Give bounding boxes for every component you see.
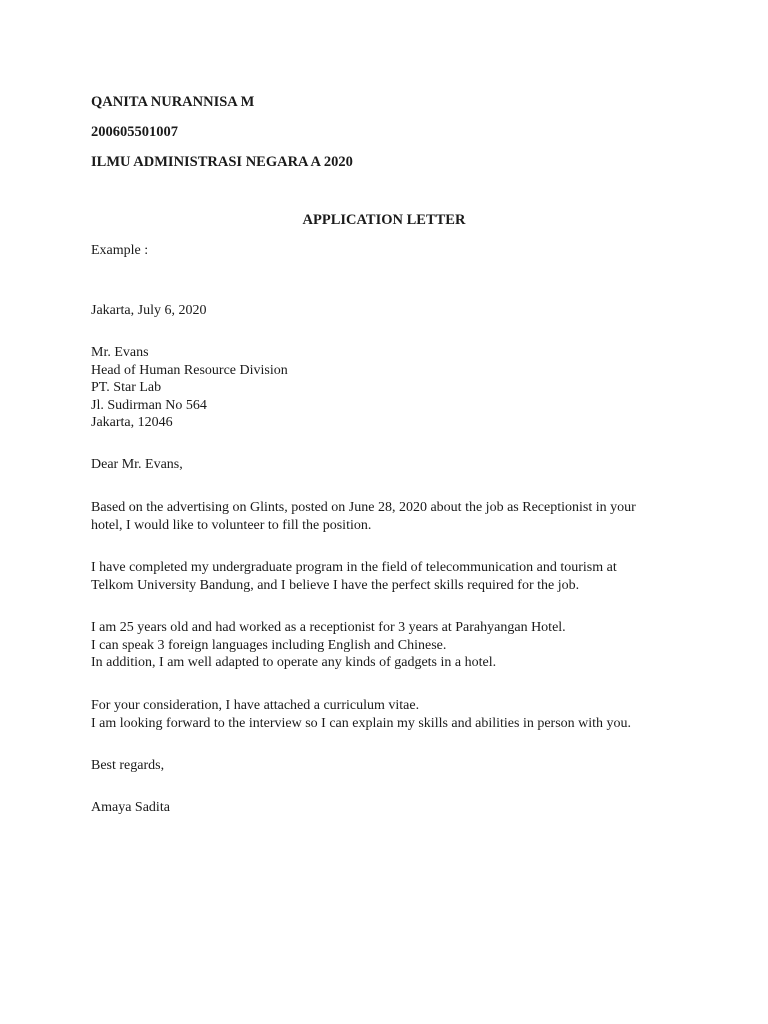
document-title: APPLICATION LETTER	[302, 212, 466, 228]
paragraph-2	[91, 559, 617, 594]
paragraph-line: In addition, I am well adapted to operate any kinds of gadgets in a hotel.	[91, 655, 497, 670]
paragraph-line: I have completed my undergraduate program in the field of telecommunication and tourism at	[91, 560, 617, 575]
paragraph-line: I am 25 years old and had worked as a receptionist for 3 years at Parahyangan Hotel.	[91, 620, 566, 635]
paragraph-4	[91, 697, 631, 732]
student-id: 200605501007	[91, 124, 178, 140]
recipient-line: Jl. Sudirman No 564	[91, 397, 207, 413]
recipient-line: Head of Human Resource Division	[91, 362, 288, 378]
recipient-line: PT. Star Lab	[91, 380, 162, 395]
example-label: Example :	[91, 243, 149, 258]
paragraph-line: hotel, I would like to volunteer to fill the position.	[91, 517, 372, 533]
recipient-line: Jakarta, 12046	[91, 415, 173, 430]
salutation: Dear Mr. Evans,	[91, 457, 183, 472]
paragraph-1	[91, 499, 636, 534]
recipient-line: Mr. Evans	[91, 345, 149, 360]
paragraph-line: Telkom University Bandung, and I believe I have the perfect skills required for the job.	[91, 577, 580, 593]
study-program: ILMU ADMINISTRASI NEGARA A 2020	[91, 154, 353, 170]
paragraph-line: I can speak 3 foreign languages including English and Chinese.	[91, 637, 447, 653]
letter-date: Jakarta, July 6, 2020	[91, 303, 207, 318]
paragraph-line: For your consideration, I have attached a curriculum vitae.	[91, 698, 420, 713]
paragraph-line: Based on the advertising on Glints, posted on June 28, 2020 about the job as Receptionist in your	[91, 500, 636, 515]
closing: Best regards,	[91, 758, 165, 773]
author-name: QANITA NURANNISA M	[91, 94, 255, 110]
paragraph-line: I am looking forward to the interview so I can explain my skills and abilities in person with you.	[91, 715, 632, 731]
recipient-address	[91, 344, 288, 432]
paragraph-3	[91, 619, 566, 672]
signature-name: Amaya Sadita	[91, 800, 170, 815]
